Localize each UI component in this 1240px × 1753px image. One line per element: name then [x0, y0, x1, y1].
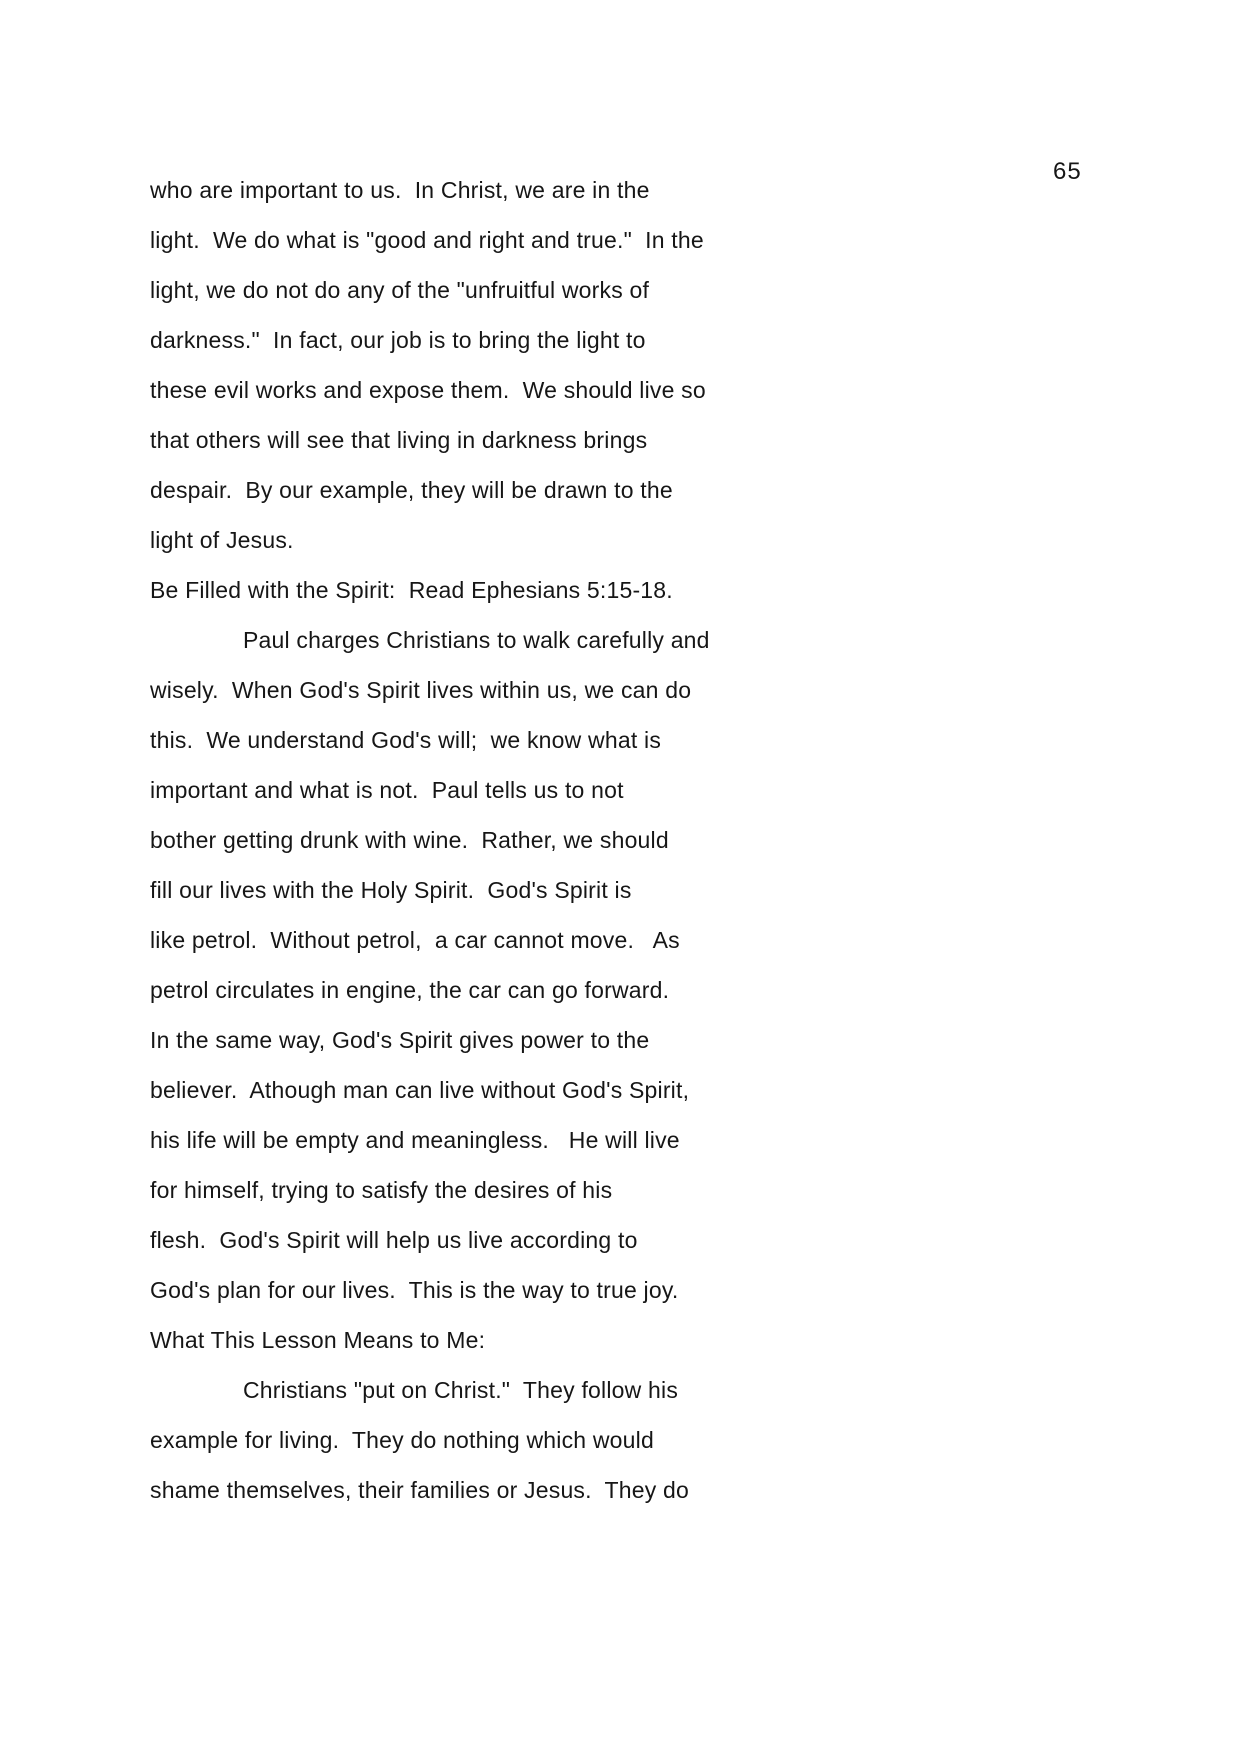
- text-line: despair. By our example, they will be drawn to the: [150, 477, 673, 503]
- text-line: example for living. They do nothing which would: [150, 1427, 654, 1453]
- section-heading-line: What This Lesson Means to Me:: [150, 1327, 486, 1353]
- text-line: for himself, trying to satisfy the desires of his: [150, 1177, 613, 1203]
- text-line: who are important to us. In Christ, we are in the: [150, 177, 650, 203]
- text-line: shame themselves, their families or Jesus. They do: [150, 1477, 689, 1503]
- text-line: like petrol. Without petrol, a car cannot move. As: [150, 927, 680, 953]
- text-line: darkness." In fact, our job is to bring the light to: [150, 327, 646, 353]
- paragraph-first-line: Christians "put on Christ." They follow his: [243, 1377, 679, 1403]
- text-line: bother getting drunk with wine. Rather, we should: [150, 827, 669, 853]
- paragraph-first-line: Paul charges Christians to walk carefully and: [243, 627, 710, 653]
- text-line: flesh. God's Spirit will help us live according to: [150, 1227, 638, 1253]
- text-line: believer. Athough man can live without God's Spirit,: [150, 1077, 690, 1103]
- text-line: this. We understand God's will; we know what is: [150, 727, 662, 753]
- body-text-block: [150, 165, 810, 1515]
- text-line: these evil works and expose them. We should live so: [150, 377, 706, 403]
- text-line: his life will be empty and meaningless. He will live: [150, 1127, 680, 1153]
- text-line: light. We do what is "good and right and true." In the: [150, 227, 704, 253]
- text-line: light of Jesus.: [150, 527, 294, 553]
- page-number: 65: [1053, 158, 1082, 185]
- text-line: that others will see that living in darkness brings: [150, 427, 648, 453]
- text-line: fill our lives with the Holy Spirit. God's Spirit is: [150, 877, 632, 903]
- text-line: God's plan for our lives. This is the way to true joy.: [150, 1277, 679, 1303]
- text-line: wisely. When God's Spirit lives within us, we can do: [150, 677, 692, 703]
- section-heading-line: Be Filled with the Spirit: Read Ephesians 5:15-18.: [150, 577, 673, 603]
- text-line: In the same way, God's Spirit gives power to the: [150, 1027, 650, 1053]
- text-line: petrol circulates in engine, the car can go forward.: [150, 977, 670, 1003]
- text-line: important and what is not. Paul tells us to not: [150, 777, 624, 803]
- text-line: light, we do not do any of the "unfruitful works of: [150, 277, 650, 303]
